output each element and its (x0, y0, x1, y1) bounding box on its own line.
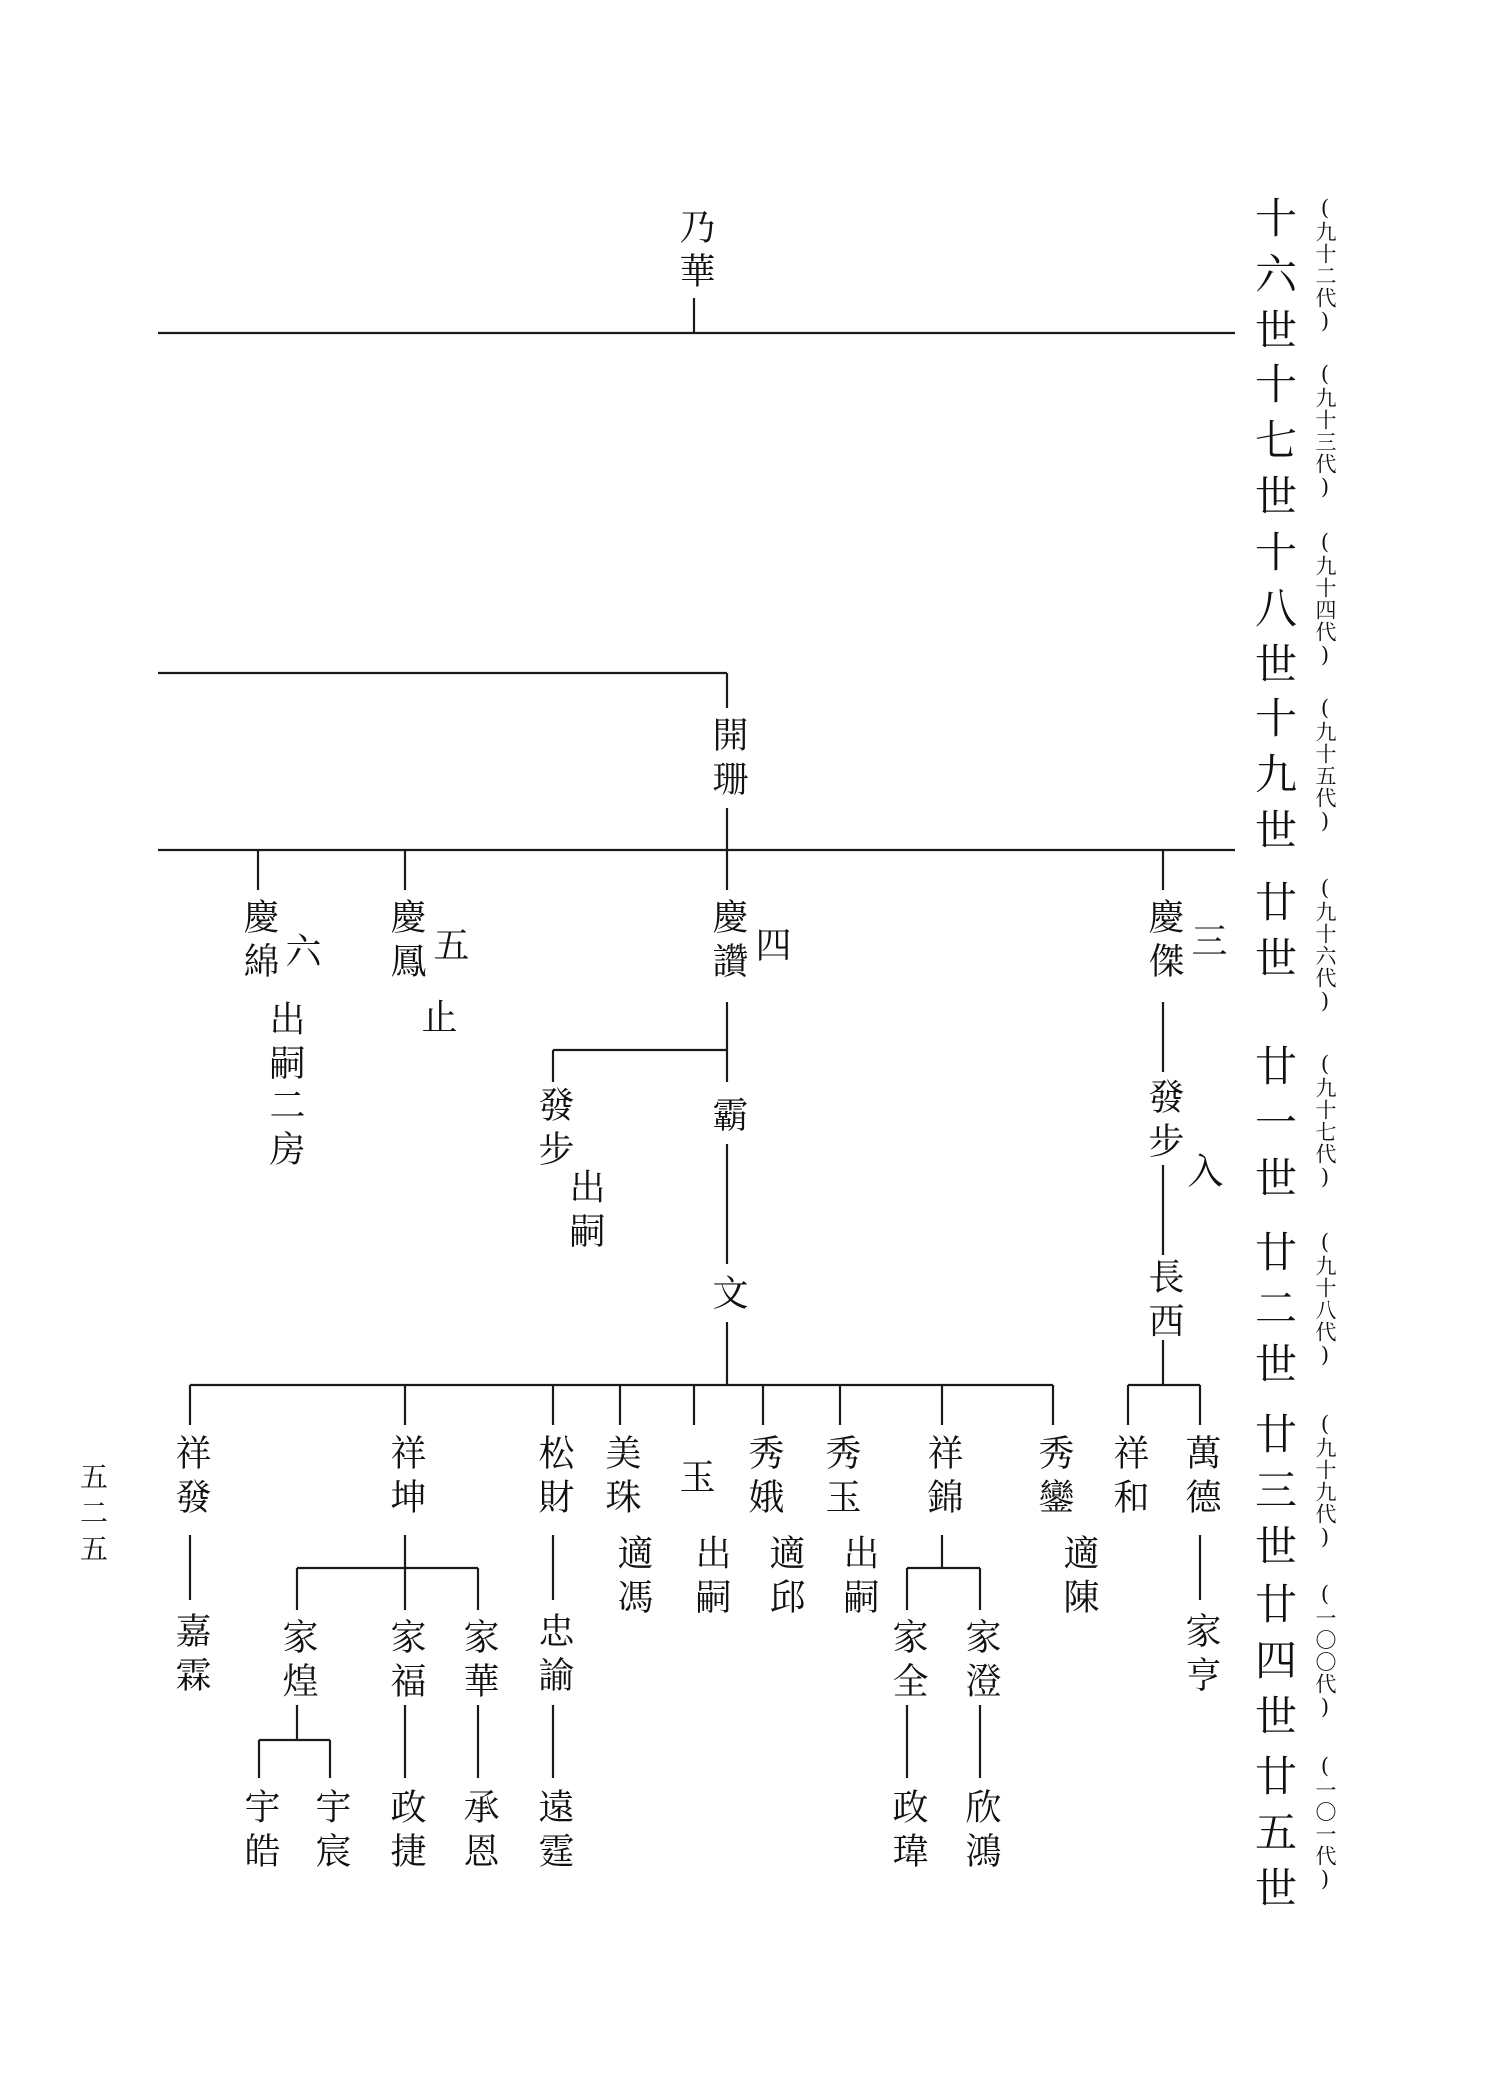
person-name: 欣鴻 (960, 1788, 1001, 1876)
person-name: 祥錦 (922, 1434, 963, 1522)
generation-label: 廿二世 (1249, 1230, 1298, 1398)
person-note: 出嗣 (264, 1000, 305, 1088)
person-name: 秀娥 (743, 1434, 784, 1522)
generation-dai-label: (九十九代) (1313, 1412, 1337, 1550)
generation-dai-label: (九十五代) (1313, 696, 1337, 834)
person-name: 慶鳳 (385, 898, 426, 986)
person-name: 嘉霖 (170, 1612, 211, 1700)
person-note: 止 (416, 998, 457, 1042)
generation-label: 廿三世 (1249, 1412, 1298, 1580)
person-note: 二房 (264, 1086, 305, 1174)
generation-label: 十七世 (1249, 362, 1298, 530)
sibling-order-note: 六 (280, 932, 321, 976)
person-name: 家亨 (1180, 1612, 1221, 1700)
person-name: 文 (707, 1274, 748, 1318)
person-name: 發步 (533, 1086, 574, 1174)
person-name: 美珠 (600, 1434, 641, 1522)
person-name: 長西 (1143, 1258, 1184, 1346)
generation-label: 十八世 (1249, 530, 1298, 698)
person-name: 發步 (1143, 1078, 1184, 1166)
generation-dai-label: (一〇一代) (1313, 1754, 1337, 1892)
person-name: 玉 (674, 1458, 715, 1502)
person-name: 家華 (458, 1618, 499, 1706)
person-name: 遠霆 (533, 1788, 574, 1876)
person-name: 萬德 (1180, 1434, 1221, 1522)
generation-label: 廿四世 (1249, 1582, 1298, 1750)
generation-dai-label: (九十二代) (1313, 196, 1337, 334)
person-name: 祥和 (1108, 1434, 1149, 1522)
generation-label: 十六世 (1249, 196, 1298, 364)
person-name: 松財 (533, 1434, 574, 1522)
person-name: 開珊 (707, 716, 748, 804)
person-name: 慶讚 (707, 898, 748, 986)
sibling-order-note: 五 (428, 926, 469, 970)
generation-dai-label: (九十六代) (1313, 876, 1337, 1014)
person-name: 家全 (887, 1618, 928, 1706)
page-number: 五二五 (76, 1462, 109, 1570)
person-name: 政瑋 (887, 1788, 928, 1876)
person-name: 政捷 (385, 1788, 426, 1876)
person-name: 家煌 (277, 1618, 318, 1706)
person-name: 祥坤 (385, 1434, 426, 1522)
generation-label: 十九世 (1249, 696, 1298, 864)
person-name: 家福 (385, 1618, 426, 1706)
person-note: 適陳 (1058, 1534, 1099, 1622)
person-name: 祥發 (170, 1434, 211, 1522)
person-name: 宇宸 (310, 1788, 351, 1876)
generation-dai-label: (九十八代) (1313, 1230, 1337, 1368)
person-name: 秀玉 (820, 1434, 861, 1522)
generation-dai-label: (九十七代) (1313, 1052, 1337, 1190)
person-name: 忠諭 (533, 1612, 574, 1700)
person-name: 慶綿 (238, 898, 279, 986)
person-note: 入 (1182, 1152, 1223, 1196)
person-note: 適馮 (612, 1534, 653, 1622)
person-name: 慶傑 (1143, 898, 1184, 986)
sibling-order-note: 三 (1186, 922, 1227, 966)
person-name: 乃華 (674, 208, 715, 296)
generation-label: 廿五世 (1249, 1754, 1298, 1922)
generation-dai-label: (九十四代) (1313, 530, 1337, 668)
person-name: 承恩 (458, 1788, 499, 1876)
person-name: 宇皓 (239, 1788, 280, 1876)
person-note: 適邱 (764, 1534, 805, 1622)
person-note: 出嗣 (838, 1534, 879, 1622)
generation-dai-label: (一〇〇代) (1313, 1582, 1337, 1720)
generation-label: 廿一世 (1249, 1044, 1298, 1212)
person-name: 霸 (707, 1096, 748, 1140)
person-note: 出嗣 (564, 1168, 605, 1256)
generation-dai-label: (九十三代) (1313, 362, 1337, 500)
generation-label: 廿世 (1249, 880, 1298, 992)
person-note: 出嗣 (690, 1534, 731, 1622)
person-name: 秀鑾 (1033, 1434, 1074, 1522)
person-name: 家澄 (960, 1618, 1001, 1706)
sibling-order-note: 四 (750, 926, 791, 970)
